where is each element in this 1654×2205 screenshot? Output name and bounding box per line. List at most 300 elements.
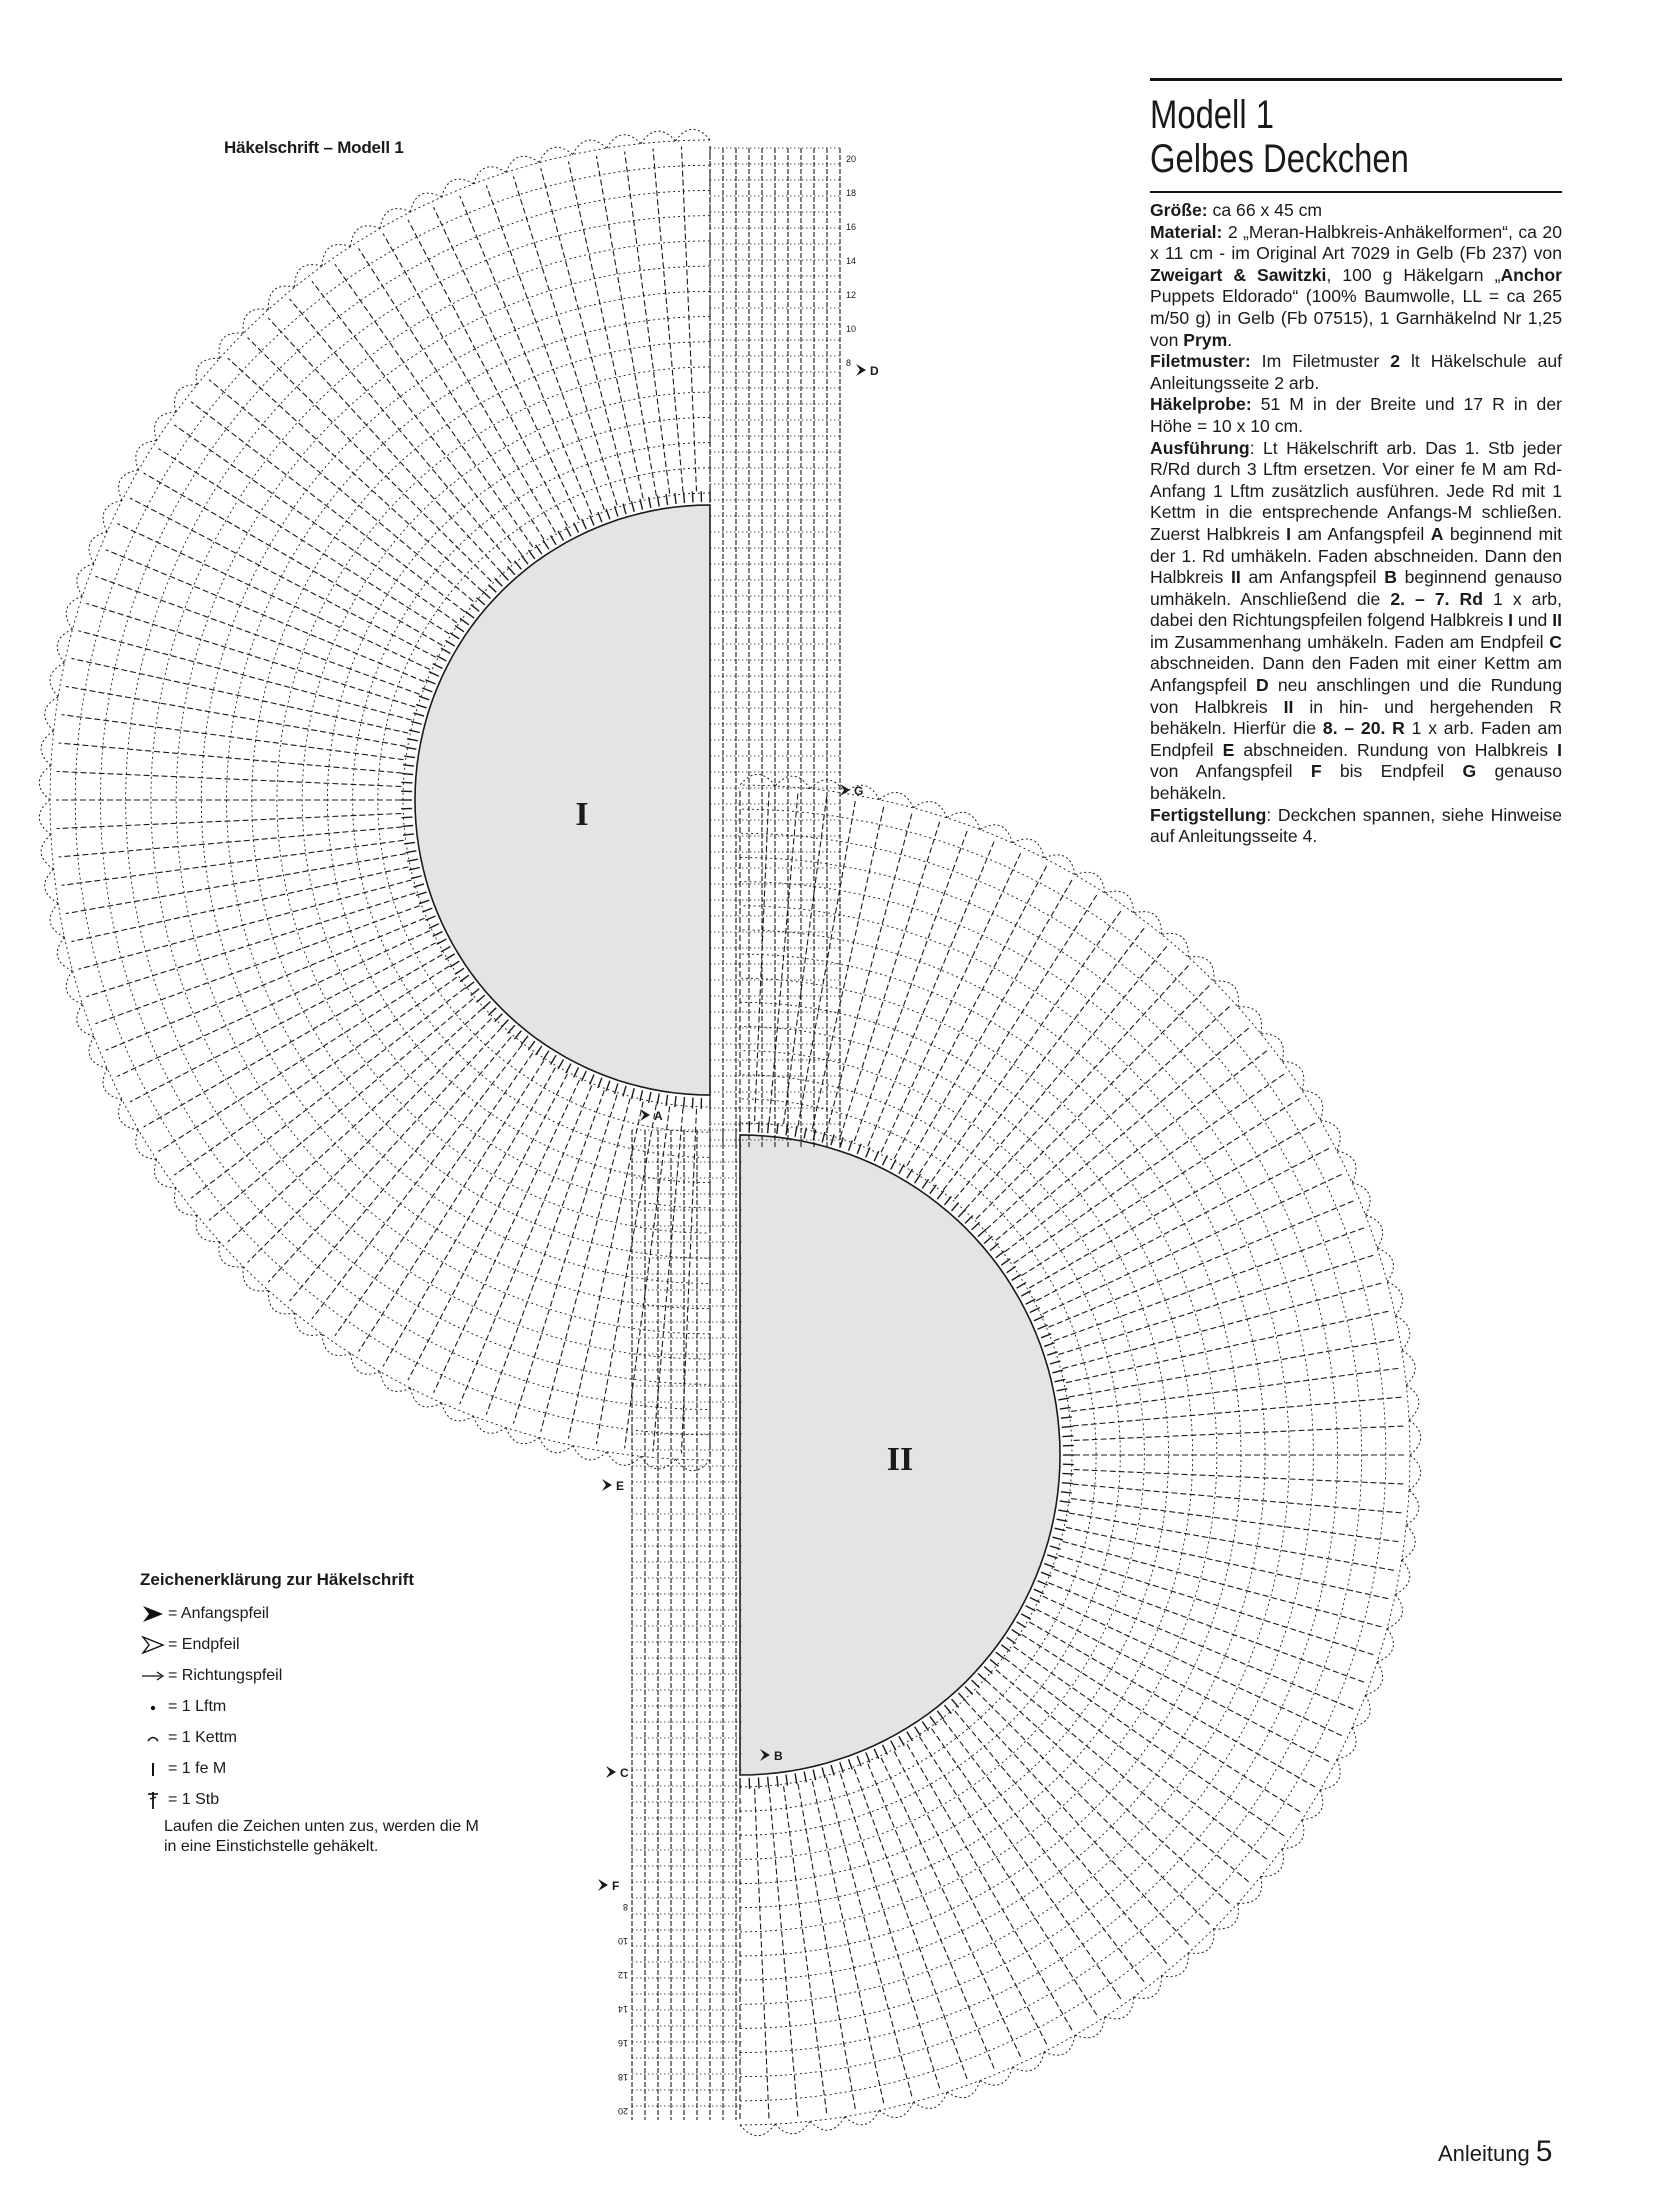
form-upper-stitch-column <box>95 906 419 1024</box>
execution-text: 1 x arb, dabei den Richtungspfeilen folgend Halbkreis <box>1150 588 1562 631</box>
form-lower-stitch-column <box>907 1744 1072 2030</box>
form-lower-stitch-column <box>1074 1426 1404 1440</box>
form-upper-stitch-column <box>57 771 402 786</box>
form-lower-stitch-column <box>1073 1484 1402 1513</box>
form-upper-edge-stitch <box>501 1020 508 1028</box>
finish-text: : Deckchen spannen, siehe Hinweise auf Anleitungsseite 4. <box>1150 804 1562 847</box>
form-lower-stitch-column <box>986 1006 1229 1229</box>
form-upper-edge-stitch <box>482 1002 490 1009</box>
row-number: 16 <box>617 2038 628 2048</box>
form-upper-picot <box>573 1446 607 1460</box>
form-upper-picot <box>676 129 711 141</box>
form-lower-edge-stitch <box>874 1151 879 1161</box>
form-upper-stitch-column <box>541 168 630 501</box>
slip-stitch-icon <box>140 1728 166 1748</box>
form-upper-edge-stitch <box>536 545 542 554</box>
form-lower-picot <box>1406 1490 1419 1525</box>
form-upper-stitch-column <box>653 148 683 492</box>
form-upper-edge-stitch <box>437 656 447 661</box>
form-lower-edge-stitch <box>1061 1417 1072 1418</box>
form-lower-edge-stitch <box>1007 1266 1016 1272</box>
title-bottom-rule <box>1150 191 1562 193</box>
form-lower-label: II <box>886 1441 914 1478</box>
form-upper-edge-stitch <box>675 493 676 504</box>
legend-label: = Anfangspfeil <box>168 1604 269 1622</box>
chart-heading: Häkelschrift – Modell 1 <box>224 138 404 157</box>
form-upper-picot <box>442 179 474 197</box>
form-upper-edge-stitch <box>574 523 579 533</box>
anfangspfeil-icon <box>856 364 866 376</box>
form-upper-stitch-column <box>290 299 512 563</box>
form-lower-stitch-column <box>868 842 994 1147</box>
form-upper-edge-stitch <box>465 611 474 618</box>
form-upper-picot <box>506 156 539 172</box>
form-lower-stitch-column <box>755 1789 769 2119</box>
legend-label: = 1 Stb <box>168 1790 220 1808</box>
form-upper-stitch-column <box>78 631 411 720</box>
form-lower-stitch-column <box>1066 1527 1388 1598</box>
form-lower-stitch-column <box>1074 1470 1404 1484</box>
form-upper-edge-stitch <box>649 1092 651 1103</box>
form-lower-edge-stitch <box>822 1132 825 1143</box>
form-upper-edge-stitch <box>501 572 508 580</box>
form-lower-stitch-column <box>881 853 1020 1152</box>
form-upper-picot <box>77 1004 94 1037</box>
form-upper-edge-stitch <box>414 884 425 887</box>
form-upper-stitch-column <box>268 318 501 572</box>
form-upper-stitch-column <box>228 1009 482 1242</box>
form-upper-edge-stitch <box>445 954 454 960</box>
form-upper-edge-stitch <box>409 730 420 732</box>
execution-text: beginnend mit der 1. Rd umhäkeln. Faden abschneiden. Dann den Halbkreis <box>1150 523 1563 588</box>
form-lower-stitch-column <box>966 965 1189 1208</box>
form-lower-stitch-column <box>1066 1311 1388 1382</box>
double-crochet-icon <box>140 1790 166 1810</box>
form-lower-stitch-column <box>1059 1255 1374 1354</box>
form-upper-edge-stitch <box>543 540 549 549</box>
finish-paragraph <box>1150 805 1562 848</box>
form-upper-edge-stitch <box>543 1051 549 1060</box>
form-upper-edge-stitch <box>488 1008 496 1016</box>
form-upper-edge-stitch <box>450 961 459 967</box>
material-text: 2 „Meran-Halbkreis-Anhäkelformen“, ca 20 x 11 cm - im Original Art 7029 in Gelb (Fb 237) von <box>1150 221 1562 264</box>
form-upper-picot <box>66 596 82 629</box>
form-upper-edge-stitch <box>558 1059 563 1069</box>
form-upper-edge-stitch <box>514 1031 521 1040</box>
form-upper-edge-stitch <box>558 531 563 541</box>
form-lower-edge-stitch <box>1017 1622 1026 1628</box>
execution-text: 1 x arb. Faden am Endpfeil <box>1150 718 1562 760</box>
arrow-label: G <box>854 784 864 798</box>
form-upper-stitch-column <box>106 550 425 682</box>
start-arrow-icon <box>140 1604 166 1624</box>
form-upper-picot <box>66 971 82 1004</box>
form-upper-picot <box>410 1388 441 1407</box>
form-lower-stitch-column <box>1022 1098 1300 1275</box>
form-upper-stitch-column <box>359 1061 544 1352</box>
form-upper-stitch-column <box>290 1037 512 1301</box>
form-lower-stitch-column <box>826 1778 911 2097</box>
form-lower-picot <box>845 2110 880 2124</box>
row-number: 8 <box>622 1902 628 1912</box>
form-lower-edge-stitch <box>996 1251 1005 1258</box>
form-lower-stitch-column <box>868 1764 994 2069</box>
form-upper-edge-stitch <box>422 688 432 692</box>
legend-item <box>140 1784 480 1815</box>
form-lower-stitch-column <box>812 1781 883 2103</box>
anfangspfeil-icon <box>598 1879 608 1891</box>
arrow-label: F <box>612 1879 620 1893</box>
arrow-label: E <box>616 1479 625 1493</box>
form-lower-picot <box>1302 1090 1323 1120</box>
form-upper-edge-stitch <box>550 535 556 544</box>
form-upper-picot <box>322 244 350 266</box>
form-upper-picot <box>474 1416 507 1433</box>
form-upper-edge-stitch <box>402 826 413 827</box>
legend-label: = Endpfeil <box>168 1635 240 1653</box>
form-upper-edge-stitch <box>684 492 685 503</box>
gauge-label: Häkelprobe: <box>1150 394 1252 415</box>
footer-label: Anleitung <box>1438 2141 1530 2166</box>
form-lower-picot <box>1337 1728 1356 1760</box>
form-upper-edge-stitch <box>476 598 484 605</box>
form-lower-picot <box>740 2124 775 2136</box>
form-upper-edge-stitch <box>536 1046 542 1055</box>
execution-bold: E <box>1222 739 1235 760</box>
direction-arrow-icon <box>140 1666 166 1686</box>
form-upper-stitch-column <box>191 402 465 612</box>
form-lower-edge-stitch <box>840 1762 843 1772</box>
filet-number: 2 <box>1390 351 1400 372</box>
title-top-rule <box>1150 78 1562 81</box>
form-upper-picot <box>573 140 607 154</box>
execution-bold: 2. – 7. Rd <box>1390 588 1484 609</box>
form-lower-edge-stitch <box>1062 1426 1073 1427</box>
form-upper-edge-stitch <box>528 1041 534 1050</box>
form-upper-edge-stitch <box>488 585 496 593</box>
form-upper-stitch-column <box>486 1090 604 1414</box>
execution-text: beginnend genauso umhäkeln. Anschließend die <box>1150 567 1563 609</box>
form-upper-stitch-column <box>312 281 522 555</box>
form-upper-edge-stitch <box>482 591 490 598</box>
form-upper-picot <box>50 663 64 697</box>
form-upper-edge-stitch <box>582 1071 587 1081</box>
form-upper-edge-stitch <box>476 995 484 1002</box>
form-upper-stitch-column <box>144 955 443 1128</box>
execution-bold: II <box>1283 696 1294 717</box>
form-upper-edge-stitch <box>521 1036 528 1045</box>
form-lower-edge-stitch <box>1012 1274 1021 1280</box>
form-upper-edge-stitch <box>422 908 432 912</box>
form-lower-edge-stitch <box>768 1122 769 1133</box>
form-upper-edge-stitch <box>402 774 413 775</box>
form-lower-edge-stitch <box>891 1160 896 1170</box>
form-lower-picot <box>947 812 980 829</box>
form-upper-edge-stitch <box>666 494 668 505</box>
form-upper-stitch-column <box>191 988 465 1198</box>
material-brand: Prym <box>1183 329 1228 350</box>
form-upper-stitch-column <box>513 176 617 505</box>
form-lower-picot <box>775 2121 810 2134</box>
form-lower-edge-stitch <box>952 1699 959 1707</box>
form-upper-stitch-column <box>174 977 457 1175</box>
form-upper-edge-stitch <box>471 604 480 611</box>
form-lower-stitch-column <box>1043 1174 1342 1313</box>
form-lower-picot <box>947 2081 980 2098</box>
form-upper-picot <box>41 835 53 870</box>
form-lower-edge-stitch <box>937 1191 944 1200</box>
form-lower-edge-stitch <box>907 1732 913 1741</box>
filet-label: Filetmuster: <box>1150 351 1251 372</box>
arrow-label: C <box>620 1766 629 1780</box>
size-label: Größe: <box>1150 200 1208 220</box>
page-title <box>1150 93 1560 181</box>
form-lower-stitch-column <box>854 1769 967 2079</box>
form-lower-edge-stitch <box>1017 1283 1026 1289</box>
form-lower-edge-stitch <box>768 1777 769 1788</box>
form-upper-edge-stitch <box>437 939 447 944</box>
row-number: 12 <box>617 1970 628 1980</box>
form-lower-edge-stitch <box>915 1727 921 1736</box>
size-value: ca 66 x 45 cm <box>1207 200 1323 220</box>
form-lower-edge-stitch <box>965 1215 973 1223</box>
form-lower-stitch-column <box>1059 1555 1374 1654</box>
form-upper-stitch-column <box>78 880 411 969</box>
form-upper-edge-stitch <box>429 672 439 677</box>
form-lower-edge-stitch <box>907 1169 913 1178</box>
form-lower-picot <box>980 2067 1012 2085</box>
form-upper-edge-stitch <box>419 696 429 700</box>
form-lower-edge-stitch <box>930 1716 936 1725</box>
form-upper-stitch-column <box>58 743 402 773</box>
form-lower-edge-stitch <box>758 1122 759 1133</box>
form-lower-stitch-column <box>784 797 827 1124</box>
form-upper-picot <box>39 800 51 835</box>
form-upper-picot <box>154 412 176 440</box>
execution-text: von Anfangspfeil <box>1150 761 1311 782</box>
finish-label: Fertigstellung <box>1150 804 1267 825</box>
form-lower-stitch-column <box>826 814 911 1133</box>
form-upper-stitch-column <box>460 1085 592 1404</box>
form-lower-edge-stitch <box>952 1203 959 1211</box>
anfangspfeil-icon <box>602 1479 612 1491</box>
form-lower-picot <box>1409 1420 1421 1455</box>
legend-item <box>140 1691 480 1722</box>
form-lower-picot <box>1013 839 1045 858</box>
form-lower-picot <box>980 825 1012 843</box>
form-lower-edge-stitch <box>944 1705 951 1714</box>
form-upper-stitch-column <box>359 248 544 539</box>
form-lower-edge-stitch <box>1044 1343 1054 1347</box>
form-upper-stitch-column <box>130 498 436 657</box>
form-lower-stitch-column <box>1054 1569 1364 1682</box>
form-lower-picot <box>1387 1594 1402 1628</box>
form-upper-label: I <box>575 796 589 833</box>
form-lower-edge-stitch <box>972 1680 980 1688</box>
execution-bold: I <box>1286 523 1292 544</box>
form-upper-stitch-column <box>117 524 430 670</box>
form-upper-picot <box>676 1459 711 1471</box>
form-upper-edge-stitch <box>692 1098 693 1109</box>
form-lower-edge-stitch <box>883 1155 888 1165</box>
form-upper-stitch-column <box>144 473 443 646</box>
execution-label: Ausführung <box>1150 437 1250 458</box>
anfangspfeil-icon <box>640 1109 650 1121</box>
form-lower-edge-stitch <box>984 1236 992 1243</box>
form-upper-stitch-column <box>95 576 419 694</box>
form-lower-picot <box>1337 1151 1356 1183</box>
form-upper-edge-stitch <box>403 765 414 766</box>
form-lower-picot <box>1395 1560 1409 1595</box>
form-lower-stitch-column <box>1069 1340 1394 1397</box>
form-upper-edge-stitch <box>404 842 415 844</box>
form-lower-edge-stitch <box>1060 1407 1071 1409</box>
form-lower-edge-stitch <box>899 1736 904 1746</box>
execution-text: und <box>1513 610 1553 631</box>
row-number: 20 <box>617 2106 628 2116</box>
form-upper-picot <box>539 1438 573 1453</box>
material-label: Material: <box>1150 221 1223 242</box>
row-number: 10 <box>846 324 857 334</box>
form-upper-edge-stitch <box>521 555 528 564</box>
form-lower-edge-stitch <box>1050 1546 1061 1549</box>
form-lower-picot <box>775 776 810 789</box>
instructions <box>1150 200 1562 848</box>
form-lower-stitch-column <box>1029 1123 1315 1288</box>
form-lower-edge-stitch <box>1061 1492 1072 1493</box>
form-upper-picot <box>50 903 64 937</box>
form-upper-edge-stitch <box>445 640 454 646</box>
form-upper-stitch-column <box>86 603 415 707</box>
page-number: 5 <box>1535 2135 1553 2168</box>
form-upper-edge-stitch <box>590 1074 594 1084</box>
form-upper-edge-stitch <box>455 626 464 632</box>
form-upper-edge-stitch <box>460 618 469 624</box>
form-upper-edge-stitch <box>425 916 435 920</box>
form-upper-edge-stitch <box>631 501 634 512</box>
form-upper-picot <box>57 937 72 971</box>
form-lower-picot <box>913 802 947 818</box>
form-upper-picot <box>380 1372 410 1392</box>
form-lower-stitch-column <box>1071 1368 1398 1411</box>
form-upper-picot <box>442 1403 474 1421</box>
form-upper-picot <box>351 1354 381 1375</box>
form-upper-edge-stitch <box>429 924 439 929</box>
form-lower-edge-stitch <box>1062 1436 1073 1437</box>
form-lower-edge-stitch <box>1001 1259 1010 1265</box>
form-upper-edge-stitch <box>640 499 642 510</box>
material-brand: Zweigart & Sawitzki <box>1150 264 1327 285</box>
form-lower-stitch-column <box>907 880 1072 1166</box>
filet-strip-lower <box>632 1130 742 2120</box>
form-upper-picot <box>103 500 122 531</box>
form-lower-edge-stitch <box>1021 1614 1031 1619</box>
form-lower-edge-stitch <box>944 1196 951 1205</box>
execution-text: im Zusammenhang umhäkeln. Faden am Endpfeil <box>1150 631 1550 652</box>
execution-text: abschneiden. Rundung von Halbkreis <box>1234 739 1558 760</box>
execution-bold: B <box>1384 567 1397 588</box>
form-lower-edge-stitch <box>1038 1325 1048 1329</box>
form-lower-edge-stitch <box>831 1765 834 1776</box>
execution-bold: II <box>1231 567 1241 588</box>
form-lower-stitch-column <box>1049 1583 1354 1709</box>
form-lower-stitch-column <box>1073 1397 1402 1426</box>
form-lower-edge-stitch <box>984 1667 992 1674</box>
form-lower-edge-stitch <box>1007 1637 1016 1643</box>
form-upper-stitch-column <box>117 931 430 1077</box>
form-upper-picot <box>103 1068 122 1099</box>
form-upper-picot <box>474 167 507 184</box>
execution-text: am Anfangspfeil <box>1240 567 1385 588</box>
material-text: . <box>1227 329 1233 350</box>
legend-note: Laufen die Zeichen unten zus, werden die M in eine Einstichstelle gehäkelt. <box>164 1818 479 1855</box>
form-upper-picot <box>89 1037 107 1069</box>
execution-text: abschneiden. Dann den Faden mit einer Kettm am Anfangspfeil <box>1150 653 1562 696</box>
form-lower-stitch-column <box>1049 1201 1354 1327</box>
execution-bold: D <box>1256 675 1269 696</box>
execution-bold: F <box>1310 761 1322 782</box>
form-upper-edge-stitch <box>528 550 534 559</box>
form-lower-edge-stitch <box>1047 1352 1057 1355</box>
arrow-label: A <box>654 1109 663 1123</box>
symbol-legend <box>140 1570 480 1857</box>
row-number: 18 <box>846 188 857 198</box>
form-upper-stitch-column <box>209 999 473 1221</box>
form-lower-edge-stitch <box>990 1659 999 1666</box>
form-lower-stitch-column <box>1054 1228 1364 1341</box>
row-number: 14 <box>846 256 857 266</box>
legend-title: Zeichenerklärung zur Häkelschrift <box>140 1570 414 1589</box>
form-upper-stitch-column <box>335 1053 533 1336</box>
material-text: Puppets Eldorado“ (100% Baumwolle, LL = ca 265 m/50 g) in Gelb (Fb 07515), 1 Garnhäkelnd Nr 1,25 von <box>1150 286 1562 350</box>
form-lower-edge-stitch <box>1047 1555 1057 1558</box>
form-lower-edge-stitch <box>849 1759 853 1769</box>
form-lower-picot <box>1320 1120 1340 1151</box>
form-lower-picot <box>1352 1183 1370 1215</box>
form-lower-stitch-column <box>1063 1541 1382 1626</box>
form-upper-edge-stitch <box>566 1064 571 1074</box>
form-lower-edge-stitch <box>822 1767 825 1778</box>
form-upper-stitch-column <box>681 147 696 492</box>
legend-item <box>140 1598 480 1629</box>
form-lower-edge-stitch <box>1041 1572 1051 1576</box>
form-upper-picot <box>41 731 53 766</box>
row-number: 16 <box>846 222 857 232</box>
form-upper-stitch-column <box>335 264 533 547</box>
form-lower-stitch-column <box>1063 1283 1382 1368</box>
row-number: 8 <box>846 358 852 368</box>
form-upper-stitch-column <box>383 234 556 533</box>
form-upper-edge-stitch <box>441 648 451 653</box>
chain-stitch-icon <box>140 1697 166 1717</box>
form-lower-edge-stitch <box>1001 1645 1010 1651</box>
form-upper-stitch-column <box>58 827 402 857</box>
title-block <box>1150 78 1562 193</box>
form-lower-stitch-column <box>919 895 1096 1173</box>
form-lower-edge-stitch <box>1044 1564 1054 1568</box>
form-lower-edge-stitch <box>930 1185 936 1194</box>
form-lower-edge-stitch <box>990 1244 999 1251</box>
form-upper-edge-stitch <box>404 756 415 758</box>
legend-item <box>140 1722 480 1753</box>
legend-label: = 1 Lftm <box>168 1697 227 1715</box>
form-lower-edge-stitch <box>978 1229 986 1236</box>
form-lower-stitch-column <box>881 1758 1020 2057</box>
legend-item <box>140 1753 480 1784</box>
form-lower-edge-stitch <box>996 1652 1005 1659</box>
form-lower-stitch-column <box>932 911 1121 1181</box>
form-upper-stitch-column <box>268 1028 501 1282</box>
